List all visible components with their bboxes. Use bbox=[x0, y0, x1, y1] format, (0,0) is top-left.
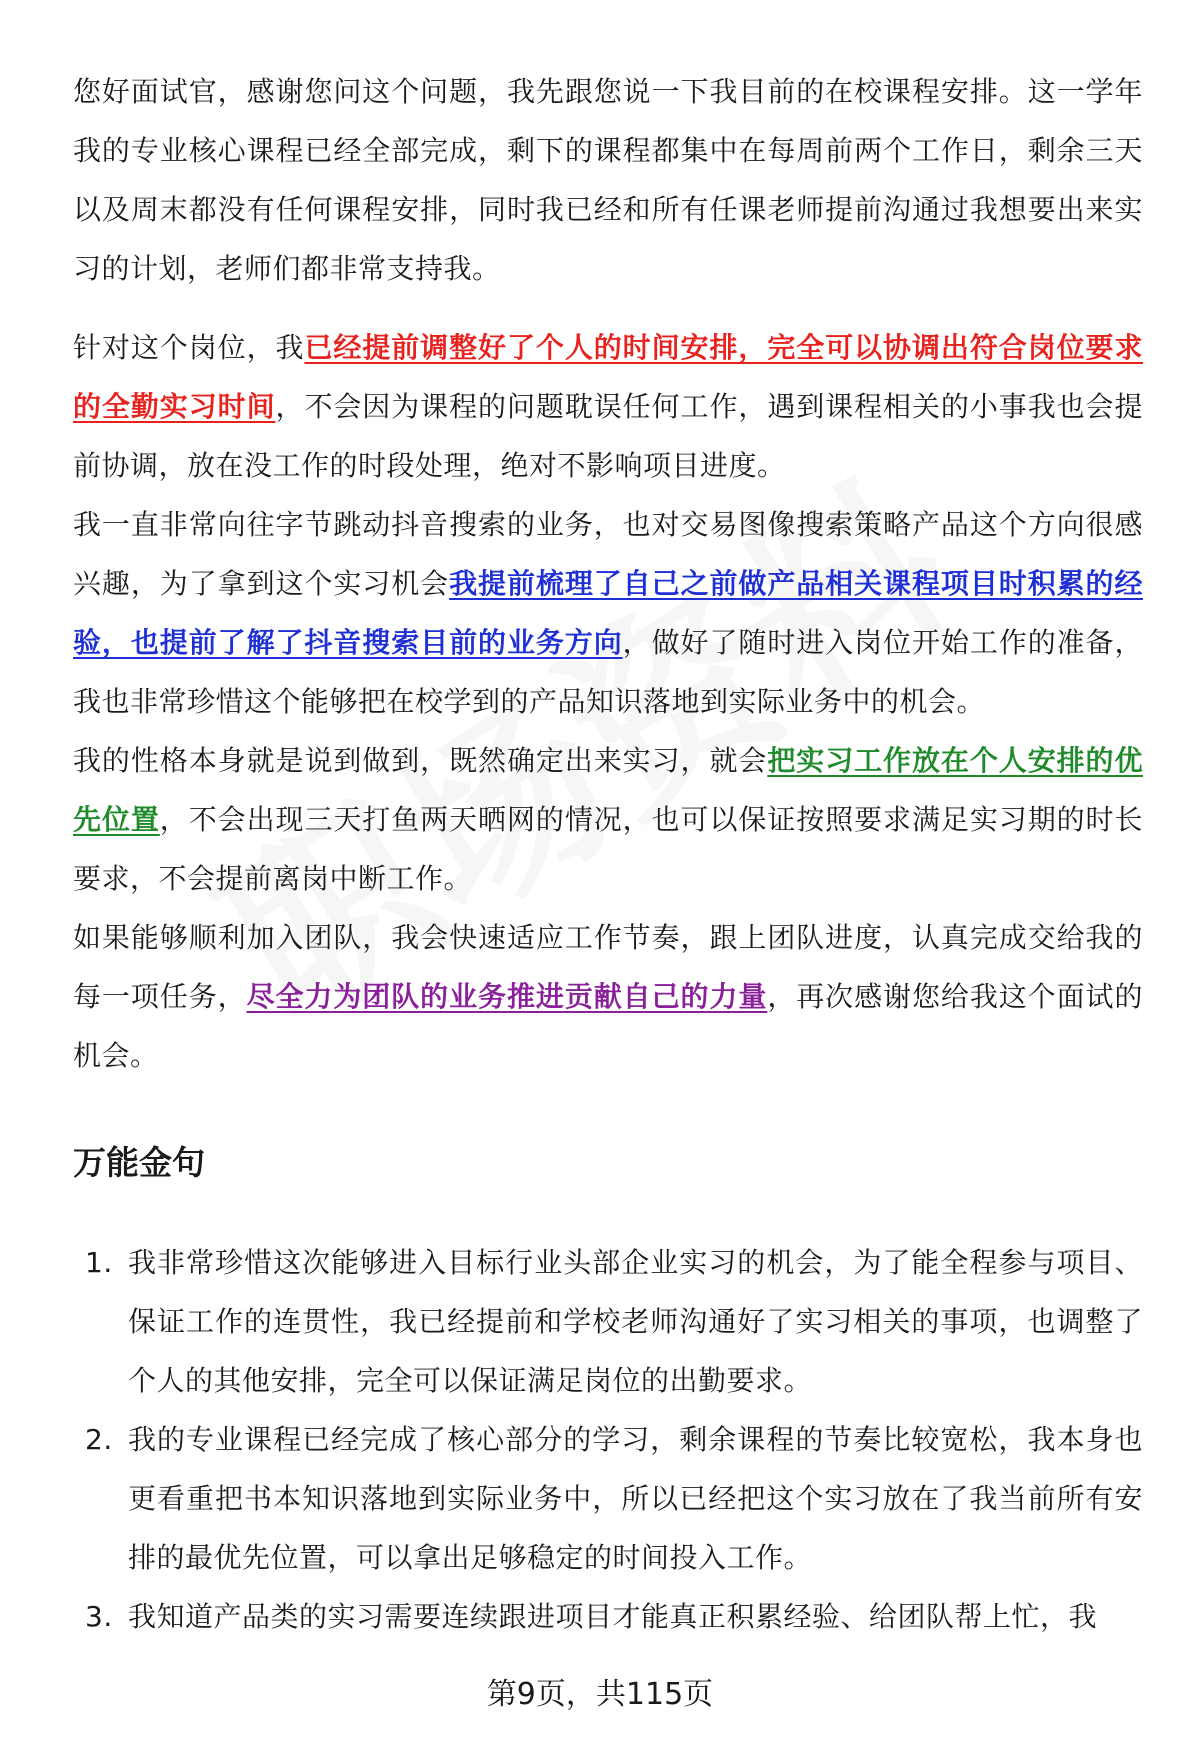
paragraph-text: ，再次感谢您给我这个面试的机会。 bbox=[73, 980, 1143, 1072]
paragraph-text: ，不会因为课程的问题耽误任何工作，遇到课程相关的小事我也会提前协调，放在没工作的时段处理，绝对不影响项目进度。 bbox=[73, 390, 1143, 482]
paragraph-text: ，不会出现三天打鱼两天晒网的情况，也可以保证按照要求满足实习期的时长要求，不会提前离岗中断工作。 bbox=[73, 803, 1143, 895]
answer-paragraph bbox=[73, 908, 1143, 1085]
paragraph-text: 我一直非常向往字节跳动抖音搜索的业务，也对交易图像搜索策略产品这个方向很感兴趣，为了拿到这个实习机会 bbox=[73, 508, 1143, 600]
paragraph-text: 针对这个岗位，我 bbox=[73, 331, 305, 364]
highlighted-phrase: 我提前梳理了自己之前做产品相关课程项目时积累的经验，也提前了解了抖音搜索目前的业务方向 bbox=[73, 567, 1143, 659]
page-number: 第9页，共115页 bbox=[486, 1677, 714, 1712]
quote-item bbox=[73, 1410, 1143, 1587]
paragraph-text: 如果能够顺利加入团队，我会快速适应工作节奏，跟上团队进度，认真完成交给我的每一项任务， bbox=[73, 921, 1143, 1013]
quote-list bbox=[73, 1233, 1143, 1646]
quote-number: 1. bbox=[85, 1246, 113, 1279]
quote-item bbox=[73, 1233, 1143, 1410]
highlighted-phrase: 已经提前调整好了个人的时间安排，完全可以协调出符合岗位要求的全勤实习时间 bbox=[73, 331, 1143, 423]
answer-paragraph bbox=[73, 318, 1143, 495]
quote-text: 我的专业课程已经完成了核心部分的学习，剩余课程的节奏比较宽松，我本身也更看重把书本知识落地到实际业务中，所以已经把这个实习放在了我当前所有安排的最优先位置，可以拿出足够稳定的时间投入工作。 bbox=[128, 1423, 1143, 1574]
paragraph-text: 您好面试官，感谢您问这个问题，我先跟您说一下我目前的在校课程安排。这一学年我的专业核心课程已经全部完成，剩下的课程都集中在每周前两个工作日，剩余三天以及周末都没有任何课程安排，同时我已经和所有任课老师提前沟通过我想要出来实习的计划，老师们都非常支持我。 bbox=[73, 75, 1143, 285]
paragraph-text: 我的性格本身就是说到做到，既然确定出来实习，就会 bbox=[73, 744, 768, 777]
highlighted-phrase: 把实习工作放在个人安排的优先位置 bbox=[73, 744, 1143, 836]
quote-item bbox=[73, 1587, 1143, 1646]
highlighted-phrase: 尽全力为团队的业务推进贡献自己的力量 bbox=[246, 980, 768, 1013]
quote-text: 我非常珍惜这次能够进入目标行业头部企业实习的机会，为了能全程参与项目、保证工作的连贯性，我已经提前和学校老师沟通好了实习相关的事项，也调整了个人的其他安排，完全可以保证满足岗位的出勤要求。 bbox=[128, 1246, 1143, 1397]
page-content bbox=[73, 62, 1143, 1646]
quote-text: 我知道产品类的实习需要连续跟进项目才能真正积累经验、给团队帮上忙，我 bbox=[128, 1600, 1098, 1633]
answer-paragraph bbox=[73, 731, 1143, 908]
quote-number: 2. bbox=[85, 1423, 113, 1456]
answer-paragraph bbox=[73, 62, 1143, 298]
quote-number: 3. bbox=[85, 1600, 113, 1633]
section-title: 万能金句 bbox=[73, 1143, 205, 1182]
paragraph-text: ，做好了随时进入岗位开始工作的准备，我也非常珍惜这个能够把在校学到的产品知识落地到实际业务中的机会。 bbox=[73, 626, 1143, 718]
answer-paragraph bbox=[73, 495, 1143, 731]
answer-paragraphs bbox=[73, 62, 1143, 1085]
